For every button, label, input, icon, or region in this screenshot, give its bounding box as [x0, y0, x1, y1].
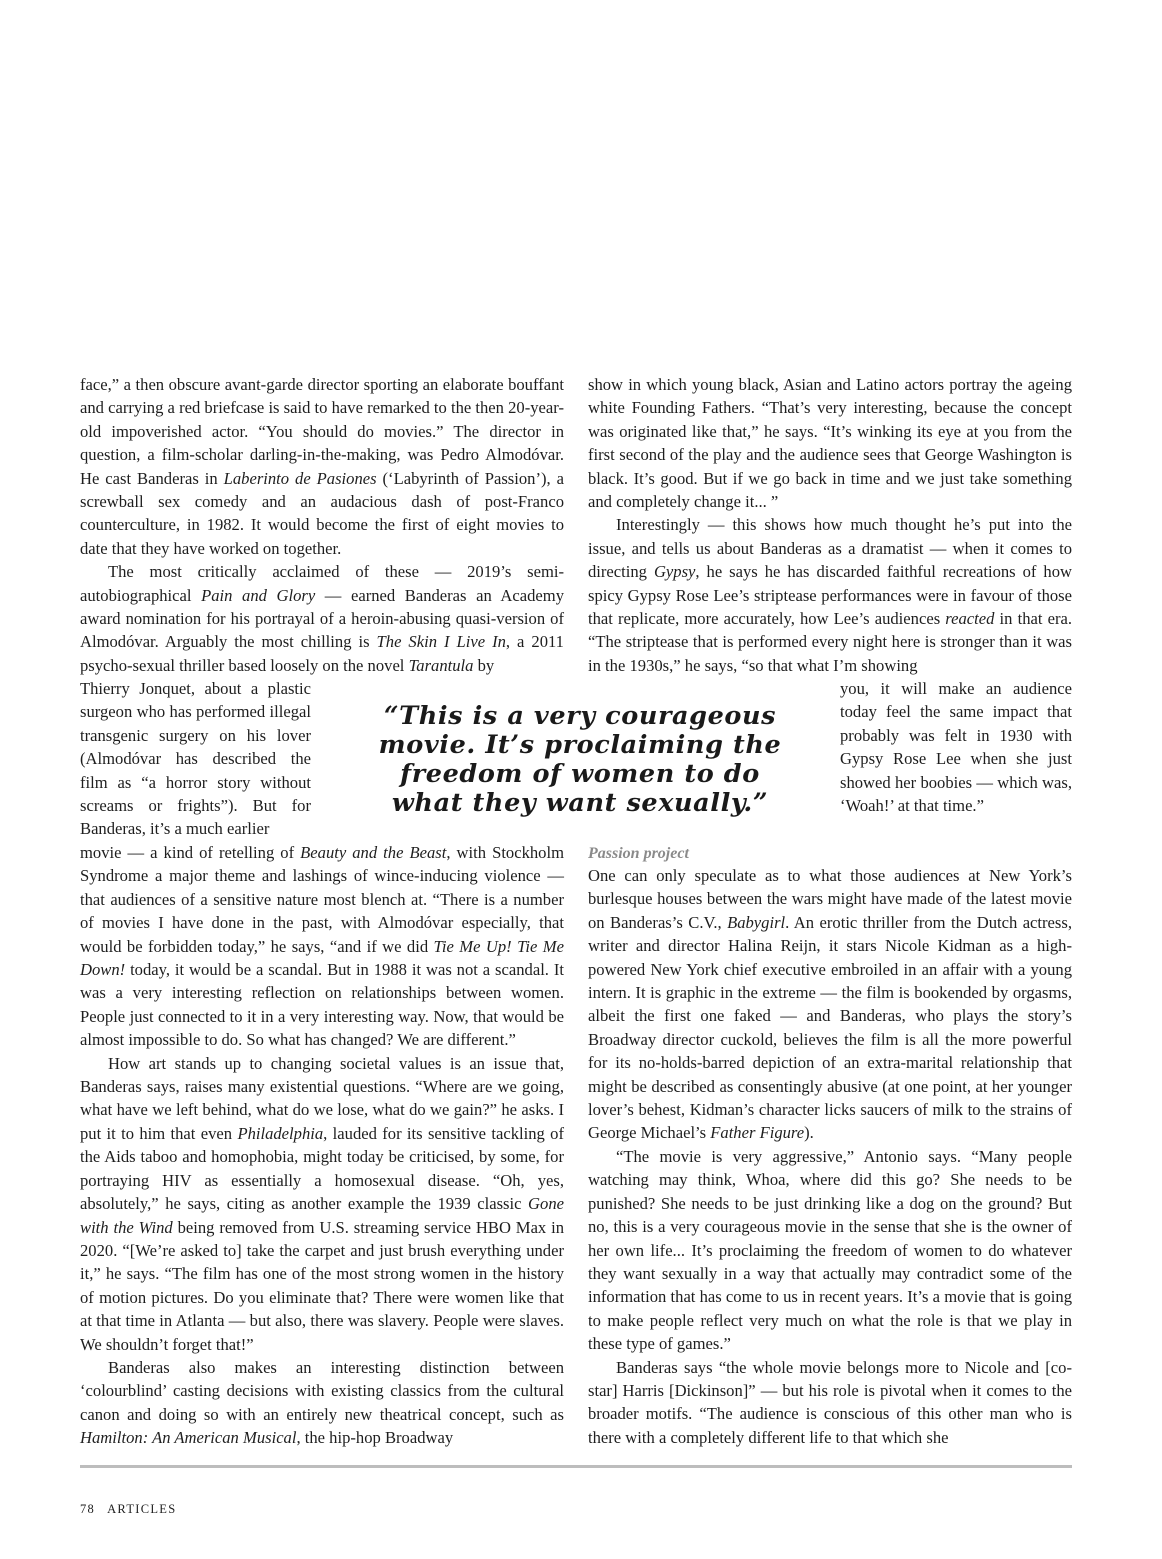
pull-quote-line: freedom of women to do [400, 759, 760, 789]
pull-quote-line: movie. It’s proclaiming the [378, 730, 782, 760]
italic-title: Tie Me Up! Tie Me Down! [80, 936, 564, 980]
body-paragraph [588, 1145, 1072, 1356]
text-run: — earned Banderas an Academy award nomination for his portrayal of a heroin-abusing quasi-version of Almodóvar. Arguably the most chilling is [80, 585, 564, 652]
body-paragraph [80, 1052, 564, 1356]
text-run: Interestingly — this shows how much thought he’s put into the issue, and tells us about Banderas as a dramatist — when it comes to directing [588, 515, 1072, 582]
text-run: in that era. “The striptease that is performed every night here is stronger than it was in the 1930s,” he says, “so that what I’m showing [588, 609, 1073, 675]
italic-title: Pain and Glory [201, 585, 316, 605]
text-run: Banderas also makes an interesting distinction between ‘colourblind’ casting decisions with existing classics from the cultural canon and doing so with an entirely new theatrical concept, such as [80, 1357, 564, 1424]
pull-quote-line: what they want sexually.” [391, 788, 769, 818]
body-paragraph [80, 560, 564, 677]
italic-title: Hamilton: An American Musical [80, 1428, 297, 1448]
body-paragraph [80, 841, 564, 1052]
italic-title: Tarantula [408, 655, 474, 675]
section-subhead: Passion project [588, 845, 689, 862]
text-run: face,” a then obscure avant-garde director sporting an elaborate bouffant and carrying a red briefcase is said to have remarked to the then 20-year-old impoverished actor. “You should do movies.” The director in question, a film-scholar darling-in-the-making, was Pedro Almodóvar. He cast Banderas in [80, 375, 564, 488]
text-run: One can only speculate as to what those audiences at New York’s burlesque houses between the wars might have made of the latest movie on Banderas’s C.V., [588, 866, 1072, 932]
page-folio [80, 1502, 188, 1517]
pull-quote-line: “This is a very courageous [383, 701, 777, 731]
text-run: , with Stockholm Syndrome a major theme and lashings of wince-inducing violence — that audiences of a sensitive nature most blench at. “There is a number of movies I have done in the past, with Almodóvar especially, that would be forbidden today,” he says, “and if we did [80, 843, 564, 956]
text-run: , lauded for its sensitive tackling of the Aids taboo and homophobia, might today be criticised, by some, for portraying HIV as essentially a homosexual disease. “Oh, yes, absolutely,” he says, citing as another example the 1939 classic [80, 1123, 564, 1214]
pull-quote [340, 702, 820, 818]
text-run: . An erotic thriller from the Dutch actress, writer and director Halina Reijn, it stars Nicole Kidman as a high-powered New York chief executive embroiled in an affair with a young intern. It is graphic in the extreme — the film is bookended by orgasms, albeit the first one faked — and Banderas, who plays the story’s Broadway director cuckold, believes the film is all the more powerful for its no-holds-barred depiction of an extra-marital relationship that might be described as consentingly abusive (at one point, at her younger lover’s behest, Kidman’s character licks saucers of milk to the strains of George Michael’s [588, 912, 1072, 1143]
body-paragraph [588, 864, 1072, 1145]
text-run: being removed from U.S. streaming service HBO Max in 2020. “[We’re asked to] take the carpet and just brush everything under it,” he says. “The film has one of the most strong women in the history of motion pictures. Do you eliminate that? There were women like that at that time in Atlanta — but also, there was slavery. People were slaves. We shouldn’t forget that!” [80, 1217, 565, 1354]
body-paragraph [588, 373, 1072, 513]
body-text-wrap-left: Thierry Jonquet, about a plastic surgeon who has performed illegal transgenic surgery on his lover (Almodóvar has described the film as “a horror story without screams or frights”). But for Banderas, it’s a much earlier [80, 679, 311, 839]
text-run: show in which young black, Asian and Latino actors portray the ageing white Founding Fathers. “That’s very interesting, because the concept was originated like that,” he says. “It’s winking its eye at you from the first second of the play and the audience sees that George Washington is black. It’s good. But if we go back in time and we just take something and completely change it... ” [588, 375, 1072, 512]
footer-rule [80, 1465, 1072, 1468]
italic-title: reacted [945, 609, 995, 629]
text-run: , he says he has discarded faithful recreations of how spicy Gypsy Rose Lee’s striptease performances were in favour of those that replicate, more accurately, how Lee’s audiences [588, 562, 1072, 629]
page-number: 78 [80, 1502, 96, 1516]
text-run: movie — a kind of retelling of [80, 843, 301, 862]
body-column-right-top [588, 373, 1072, 677]
italic-title: Laberinto de Pasiones [223, 468, 377, 488]
italic-title: The Skin I Live In [376, 632, 506, 652]
text-run: by [473, 655, 495, 675]
body-column-left-wrap [80, 677, 311, 841]
text-run: The most critically acclaimed of these — 2019’s semi-autobiographical [80, 562, 564, 605]
body-column-left-top [80, 373, 564, 677]
body-paragraph [80, 373, 564, 560]
text-run: Banderas says “the whole movie belongs more to Nicole and [co-star] Harris [Dickinson]” — but his role is pivotal when it comes to the broader motifs. “The audience is conscious of this other man who is there with a completely different life to that which she [588, 1357, 1072, 1447]
italic-title: Father Figure [710, 1123, 805, 1143]
italic-title: Gypsy [653, 562, 696, 582]
text-run: , the hip-hop Broadway [296, 1428, 454, 1448]
body-paragraph [588, 513, 1072, 677]
text-run: ). [804, 1123, 814, 1143]
section-name: ARTICLES [107, 1502, 177, 1516]
text-run: , a 2011 psycho-sexual thriller based loosely on the novel [80, 632, 564, 675]
italic-title: Beauty and the Beast [300, 843, 447, 862]
body-column-right-wrap [840, 677, 1072, 817]
italic-title: Philadelphia [237, 1123, 324, 1143]
text-run: today, it would be a scandal. But in 1988 it was not a scandal. It was a very interesting reflection on relationships between women. People just connected to it in a very interesting way. Now, that would be almost impossible to do. So what has changed? We are different.” [80, 960, 564, 1050]
body-paragraph [588, 1356, 1072, 1450]
body-column-left-bottom [80, 841, 564, 1450]
text-run: (‘Labyrinth of Passion’), a screwball sex comedy and an audacious dash of post-Franco counterculture, in 1982. It would become the first of eight movies to date that they have worked on together. [80, 468, 564, 558]
body-column-right-bottom [588, 864, 1072, 1449]
text-run: “The movie is very aggressive,” Antonio says. “Many people watching may think, Whoa, where did this go? She needs to be punished? She needs to be just drinking like a dog on the ground? But no, this is a very courageous movie in the sense that she is the owner of her own life... It’s proclaiming the freedom of women to do whatever they want sexually in a way that actually may contradict some of the information that has come to us in recent years. It’s a movie that is going to make people reflect very much on what the role is that we play in these type of games.” [588, 1146, 1072, 1354]
text-run: How art stands up to changing societal values is an issue that, Banderas says, raises many existential questions. “Where are we going, what have we left behind, what do we lose, what do we gain?” he asks. I put it to him that even [80, 1053, 564, 1143]
body-paragraph [80, 1356, 564, 1450]
body-text-wrap-right: you, it will make an audience today feel the same impact that probably was felt in 1930 with Gypsy Rose Lee when she just showed her boobies — which was, ‘Woah!’ at that time.” [840, 679, 1072, 816]
italic-title: Gone with the Wind [80, 1194, 564, 1237]
italic-title: Babygirl [727, 912, 786, 932]
